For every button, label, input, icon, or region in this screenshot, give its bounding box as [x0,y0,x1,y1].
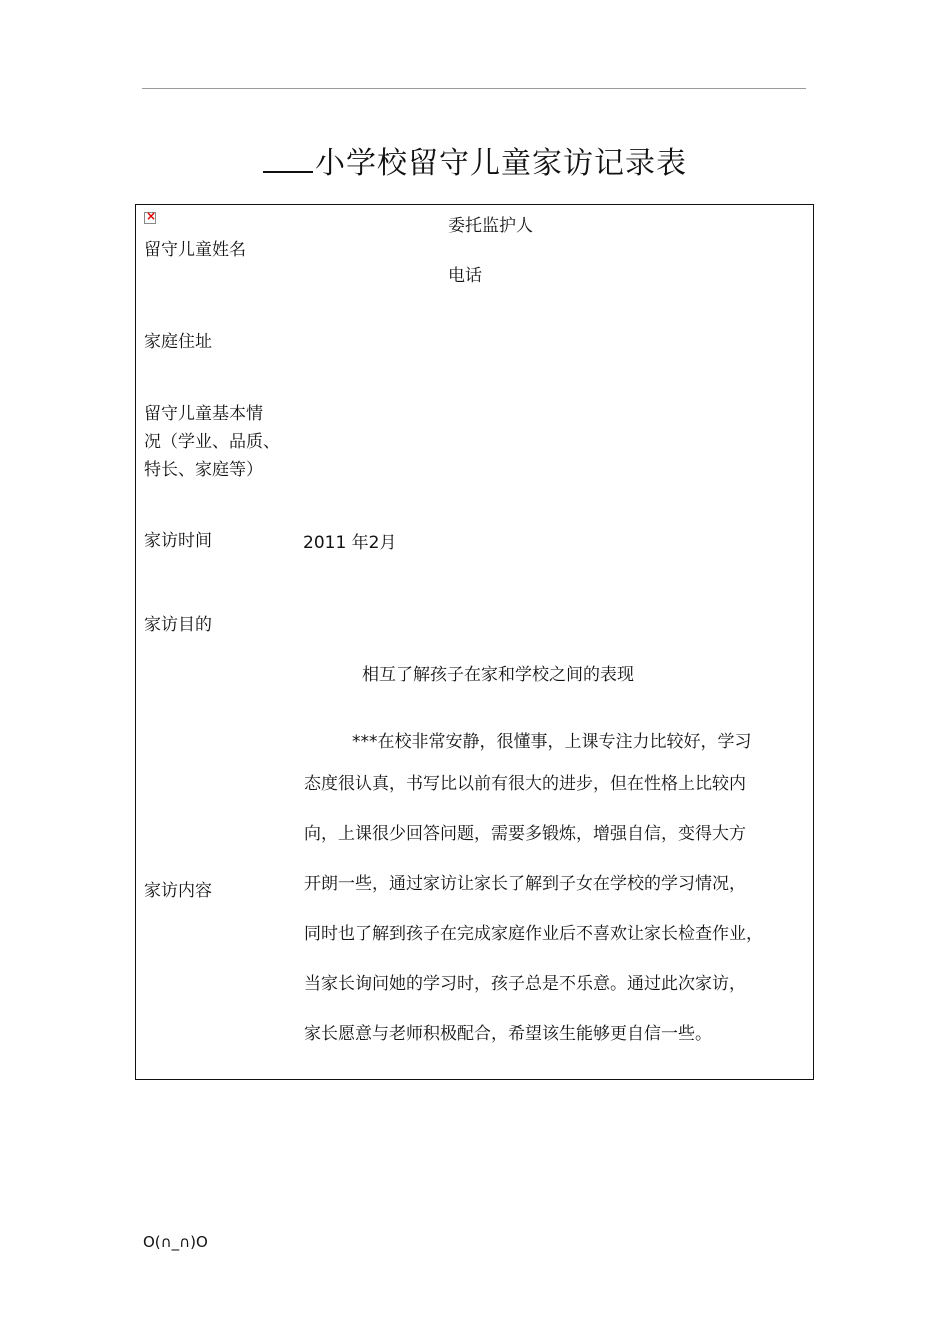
visit-purpose-value: 相互了解孩子在家和学校之间的表现 [362,665,634,685]
visit-content-line: 当家长询问她的学习时，孩子总是不乐意。通过此次家访， [304,974,746,994]
visit-purpose-label: 家访目的 [144,615,212,635]
visit-content-line: 同时也了解到孩子在完成家庭作业后不喜欢让家长检查作业， [304,924,763,944]
broken-image-icon [144,212,156,224]
visit-time-label: 家访时间 [144,531,212,551]
child-name-label: 留守儿童姓名 [144,240,246,260]
visit-content-line: ***在校非常安静，很懂事，上课专注力比较好，学习 [352,732,752,752]
page-title [0,138,950,182]
title-text: 小学校留守儿童家访记录表 [315,146,687,181]
basic-info-line: 特长、家庭等） [144,460,263,480]
guardian-label: 委托监护人 [448,216,533,236]
visit-content-line: 态度很认真，书写比以前有很大的进步，但在性格上比较内 [304,774,746,794]
basic-info-label [144,400,280,484]
basic-info-line: 况（学业、品质、 [144,432,280,452]
basic-info-line: 留守儿童基本情 [144,404,263,424]
visit-content-line: 家长愿意与老师积极配合，希望该生能够更自信一些。 [304,1024,712,1044]
footer-emoticon: O(∩_∩)O [143,1233,208,1251]
phone-label: 电话 [448,266,482,286]
title-blank [263,145,313,173]
visit-content-line: 开朗一些，通过家访让家长了解到子女在学校的学习情况， [304,874,746,894]
visit-content-line: 向，上课很少回答问题，需要多锻炼，增强自信，变得大方 [304,824,746,844]
visit-time-value: 2011 年2月 [303,533,397,553]
address-label: 家庭住址 [144,332,212,352]
top-rule [142,88,806,89]
visit-record-form [135,204,814,1080]
visit-content-label: 家访内容 [144,881,212,901]
